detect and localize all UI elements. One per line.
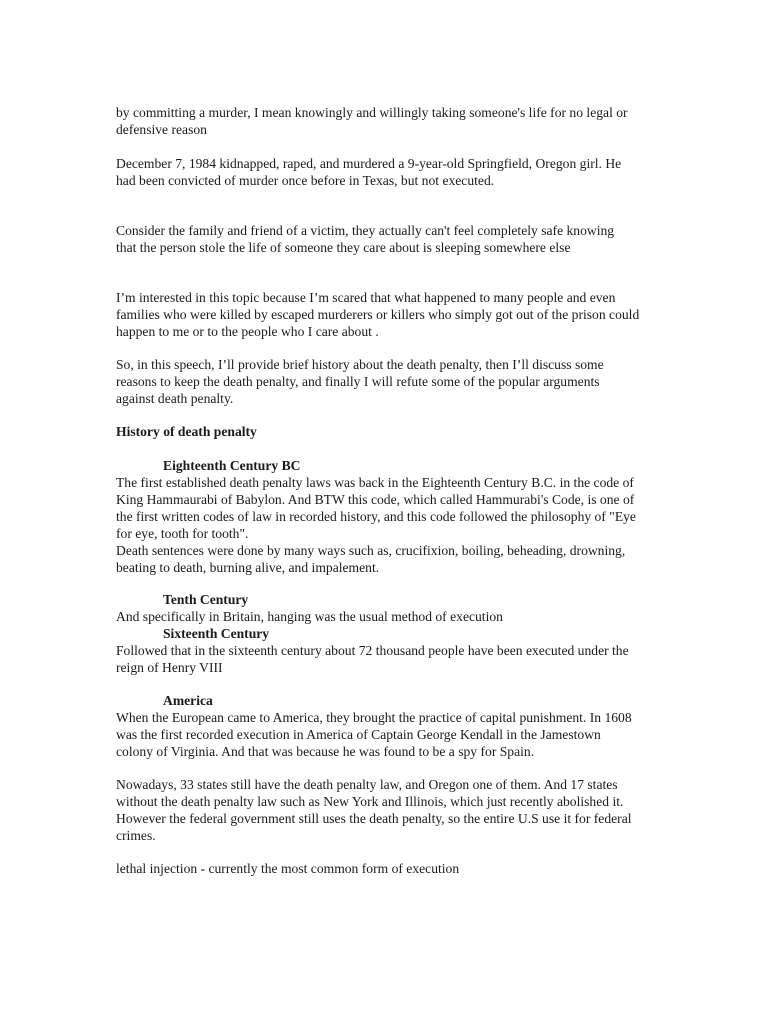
paragraph-sixteenth-century: Followed that in the sixteenth century about 72 thousand people have been executed under the reign of Henry VIII [116,643,629,675]
paragraph-america-today: Nowadays, 33 states still have the death penalty law, and Oregon one of them. And 17 states without the death penalty law such as New York and Illinois, which just recently abolished it. However the federal government still uses the death penalty, so the entire U.S use it for federal crimes. [116,777,632,843]
paragraph-victim-family: Consider the family and friend of a victim, they actually can't feel completely safe knowing that the person stole the life of someone they care about is sleeping somewhere else [116,223,615,255]
paragraph-lethal-injection: lethal injection - currently the most common form of execution [116,861,460,876]
heading-america: America [163,693,213,708]
paragraph-tenth-century: And specifically in Britain, hanging was the usual method of execution [116,609,503,624]
paragraph-case: December 7, 1984 kidnapped, raped, and murdered a 9-year-old Springfield, Oregon girl. He had been convicted of murder once before in Texas, but not executed. [116,156,622,188]
paragraph-personal-interest: I’m interested in this topic because I’m scared that what happened to many people and even families who were killed by escaped murderers or killers who simply got out of the prison could happen to me or to the people who I care about . [116,290,640,339]
paragraph-eighteenth-century: The first established death penalty laws was back in the Eighteenth Century B.C. in the code of King Hammaurabi of Babylon. And BTW this code, which called Hammurabi's Code, is one of the first written codes of law in recorded history, and this code followed the philosophy of "Eye for eye, tooth for tooth". [116,475,636,541]
heading-sixteenth-century: Sixteenth Century [163,626,270,641]
paragraph-speech-plan: So, in this speech, I’ll provide brief history about the death penalty, then I’ll discuss some reasons to keep the death penalty, and finally I will refute some of the popular arguments against death penalty. [116,357,604,406]
heading-tenth-century: Tenth Century [163,592,249,607]
heading-eighteenth-century: Eighteenth Century BC [163,458,301,473]
paragraph-america-history: When the European came to America, they brought the practice of capital punishment. In 1608 was the first recorded execution in America of Captain George Kendall in the Jamestown colony of Virginia. And that was because he was found to be a spy for Spain. [116,710,632,759]
paragraph-death-methods: Death sentences were done by many ways such as, crucifixion, boiling, beheading, drowning, beating to death, burning alive, and impalement. [116,543,626,575]
heading-history: History of death penalty [116,424,257,439]
paragraph-murder-definition: by committing a murder, I mean knowingly and willingly taking someone's life for no legal or defensive reason [116,105,628,137]
